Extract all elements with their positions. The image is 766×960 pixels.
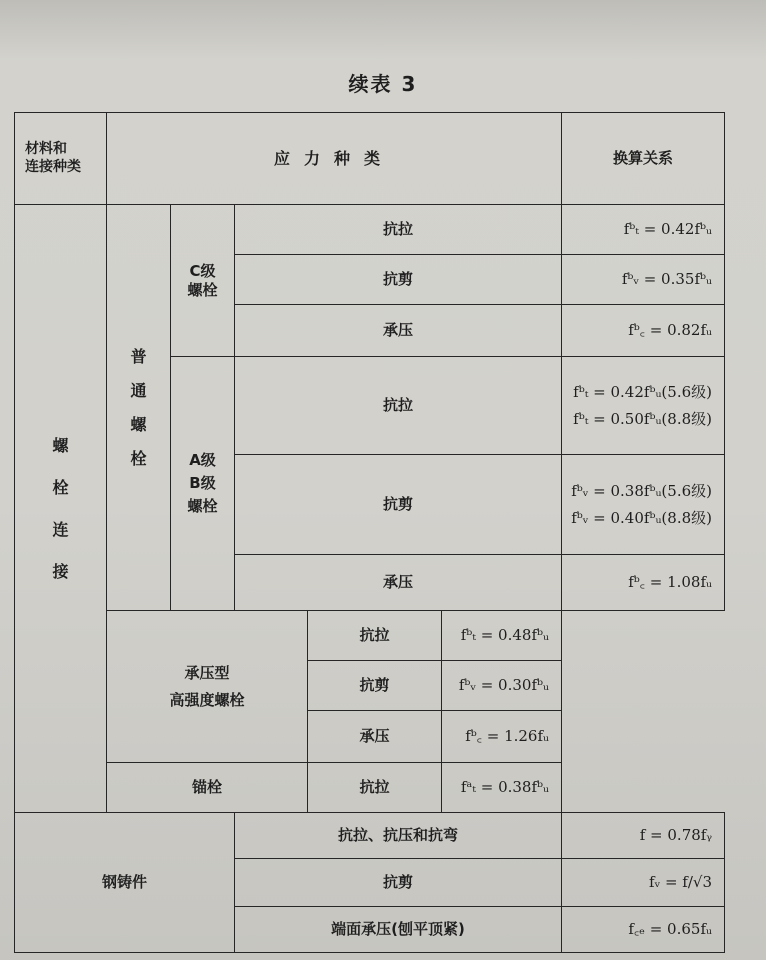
stress-cell: 抗拉	[308, 611, 442, 661]
stress-cell: 承压	[235, 555, 562, 611]
header-material-line1: 材料和	[25, 141, 67, 157]
formula-cell	[562, 907, 725, 953]
header-material	[15, 113, 107, 205]
conversion-table	[14, 112, 725, 953]
group-bolt-connection	[15, 205, 107, 813]
formula-cell	[562, 813, 725, 859]
ab-grade-line: B级	[189, 474, 216, 493]
group-ordinary-bolt-text	[130, 333, 146, 483]
group-bolt-char: 连	[52, 519, 69, 539]
table-row	[15, 813, 725, 859]
formula-cell	[562, 205, 725, 255]
group-bolt-char: 螺	[52, 435, 69, 455]
stress-cell: 抗拉	[308, 763, 442, 813]
group-ordinary-char: 普	[130, 346, 147, 366]
stress-cell: 承压	[235, 305, 562, 357]
formula-text: fᵇₜ = 0.42fᵇᵤ(5.6级)	[573, 382, 712, 401]
stress-cell: 抗剪	[235, 455, 562, 555]
formula-text: fᵇᵥ = 0.30fᵇᵤ	[458, 676, 549, 695]
formula-text: fᵇᵥ = 0.35fᵇᵤ	[621, 270, 712, 289]
group-ordinary-char: 通	[130, 380, 147, 400]
group-ab-grade-bolt	[171, 357, 235, 611]
stress-cell: 抗拉	[235, 205, 562, 255]
formula-cell	[562, 455, 725, 555]
formula-text: fᵇₜ = 0.50fᵇᵤ(8.8级)	[573, 409, 712, 428]
formula-text: fᵇ꜀ = 1.26fᵤ	[465, 727, 549, 746]
formula-text: fᵇ꜀ = 0.82fᵤ	[628, 321, 712, 340]
formula-text: fᵥ = f/√3	[649, 873, 712, 892]
stress-cell: 抗拉	[235, 357, 562, 455]
group-ordinary-char: 螺	[130, 414, 147, 434]
high-strength-line: 高强度螺栓	[169, 690, 245, 709]
formula-text: fᵇᵥ = 0.38fᵇᵤ(5.6级)	[571, 481, 712, 500]
formula-cell	[442, 763, 562, 813]
group-high-strength-bolt	[107, 611, 308, 763]
group-bolt-char: 接	[52, 561, 69, 581]
stress-cell: 抗拉、抗压和抗弯	[235, 813, 562, 859]
formula-cell	[562, 255, 725, 305]
formula-cell	[562, 555, 725, 611]
group-bolt-connection-text	[52, 414, 68, 604]
group-ordinary-bolt	[107, 205, 171, 611]
formula-text: f = 0.78fᵧ	[639, 826, 712, 845]
c-grade-line: C级	[189, 261, 216, 280]
header-conversion: 换算关系	[562, 113, 725, 205]
formula-cell	[562, 357, 725, 455]
formula-cell	[442, 611, 562, 661]
stress-cell: 承压	[308, 711, 442, 763]
formula-text: f꜀ₑ = 0.65fᵤ	[628, 920, 712, 939]
table-row	[15, 205, 725, 255]
table-header-row	[15, 113, 725, 205]
group-steel-casting: 钢铸件	[15, 813, 235, 953]
header-material-line2: 连接种类	[25, 158, 81, 175]
formula-text: fᵇᵥ = 0.40fᵇᵤ(8.8级)	[571, 508, 712, 527]
c-grade-line: 螺栓	[187, 280, 218, 299]
stress-cell: 抗剪	[235, 859, 562, 907]
formula-text: fᵇₜ = 0.42fᵇᵤ	[623, 220, 712, 239]
formula-text: fᵇₜ = 0.48fᵇᵤ	[460, 626, 549, 645]
table-row	[15, 611, 725, 661]
group-anchor-bolt: 锚栓	[107, 763, 308, 813]
formula-cell	[442, 661, 562, 711]
group-bolt-char: 栓	[52, 477, 69, 497]
group-ordinary-char: 栓	[130, 448, 147, 468]
formula-cell	[562, 859, 725, 907]
ab-grade-line: A级	[189, 451, 216, 470]
formula-cell	[442, 711, 562, 763]
high-strength-line: 承压型	[184, 663, 230, 682]
table-row	[15, 763, 725, 813]
formula-cell	[562, 305, 725, 357]
formula-text: fᵇ꜀ = 1.08fᵤ	[628, 573, 712, 592]
stress-cell: 抗剪	[308, 661, 442, 711]
stress-cell: 抗剪	[235, 255, 562, 305]
formula-text: fᵃₜ = 0.38fᵇᵤ	[460, 778, 549, 797]
header-stress: 应力种类	[107, 113, 562, 205]
group-c-grade-bolt	[171, 205, 235, 357]
ab-grade-line: 螺栓	[187, 496, 218, 515]
table-title: 续表 3	[348, 72, 418, 96]
stress-cell: 端面承压(刨平顶紧)	[235, 907, 562, 953]
